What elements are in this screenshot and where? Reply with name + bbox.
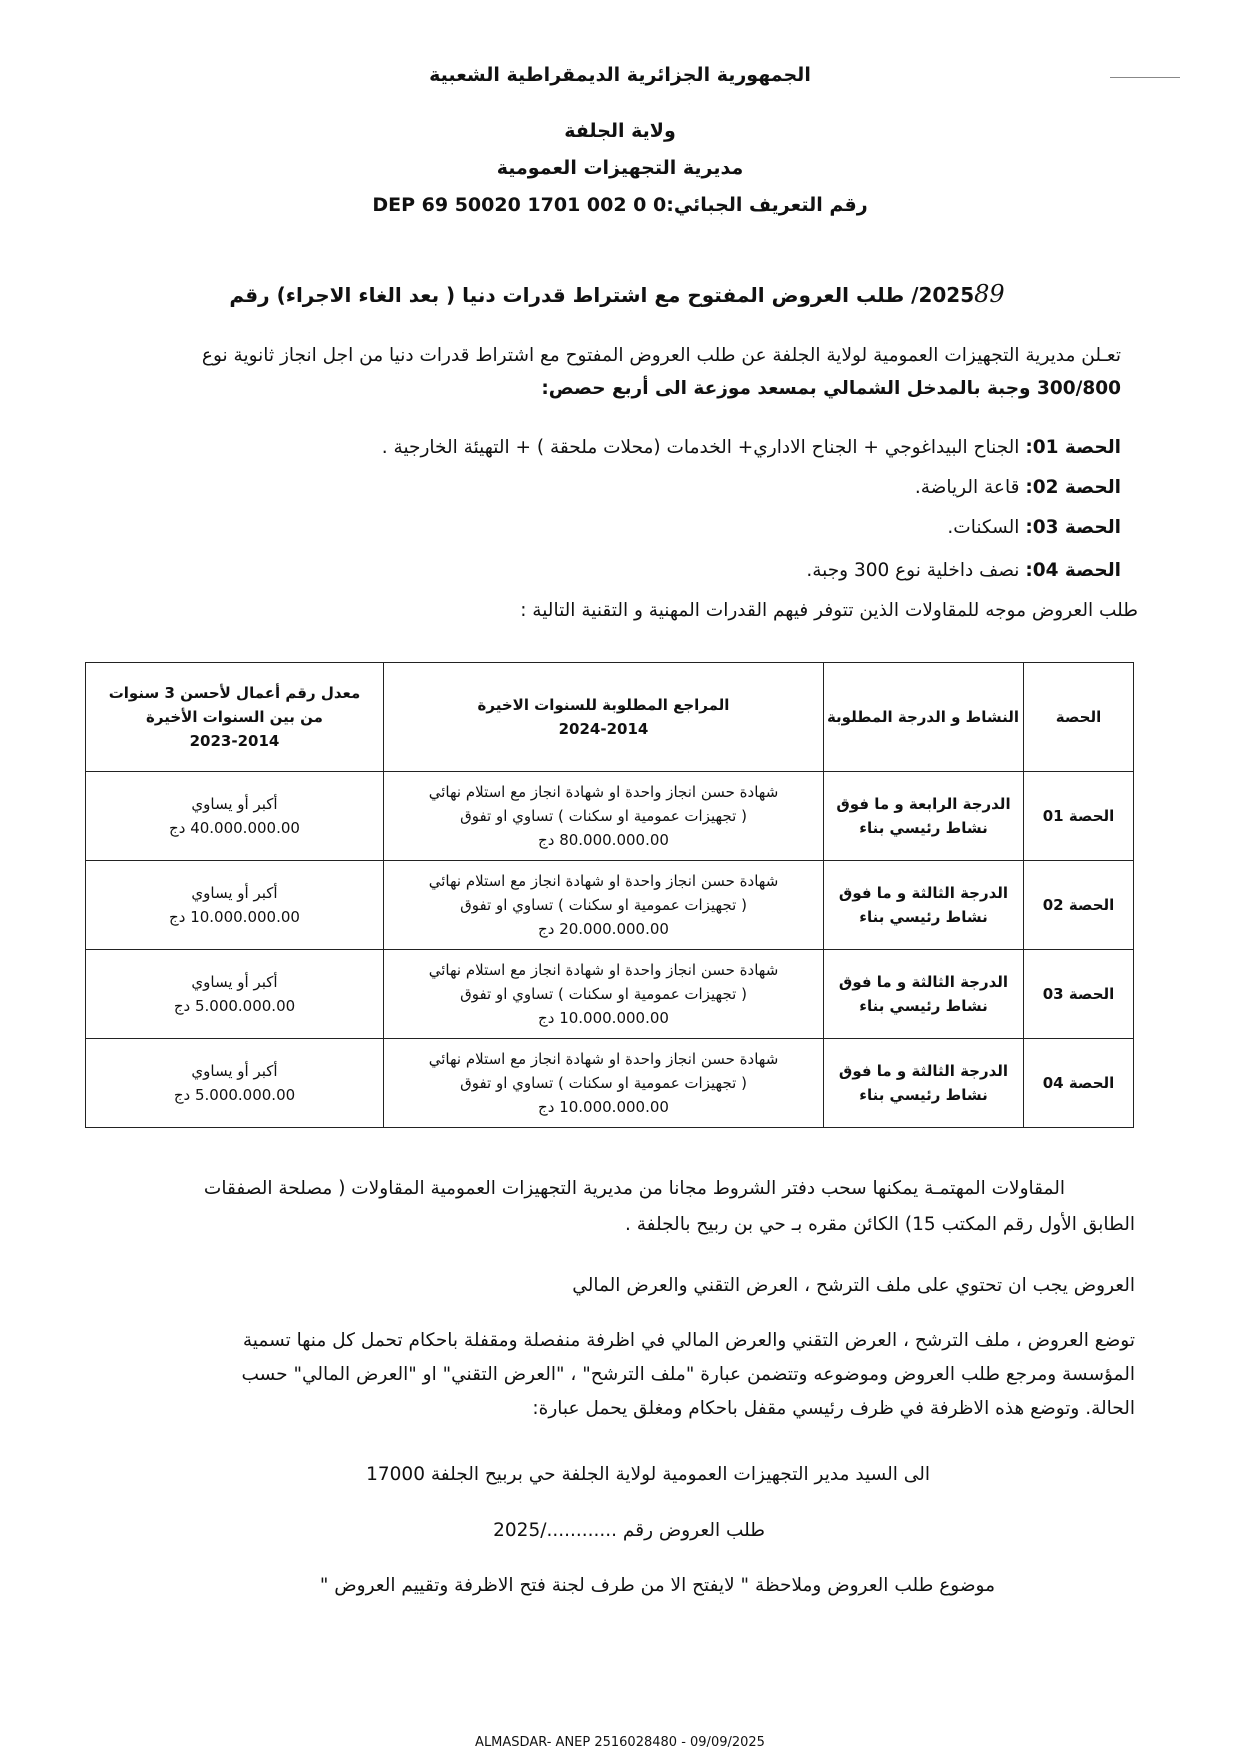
lot-3 xyxy=(947,517,1121,538)
tax-id: رقم التعريف الجبائي:DEP 69 50020 1701 002 0 0 xyxy=(372,194,868,216)
cell-lot: الحصة 03 xyxy=(1024,950,1134,1039)
table-row xyxy=(86,772,1134,861)
turnover-label: أكبر أو يساوي xyxy=(191,1062,278,1080)
header-references-line: المراجع المطلوبة للسنوات الاخيرة xyxy=(477,696,730,714)
turnover-amount: 10.000.000.00 دج xyxy=(169,908,300,926)
tender-title xyxy=(0,280,1240,308)
withdrawal-line-2: الطابق الأول رقم المكتب 15) الكائن مقره بـ حي بن ربيح بالجلفة . xyxy=(624,1214,1135,1235)
grade: الدرجة الثالثة و ما فوق xyxy=(838,1062,1009,1080)
ref-line: شهادة حسن انجاز واحدة او شهادة انجاز مع استلام نهائي xyxy=(428,1050,779,1068)
grade: الدرجة الثالثة و ما فوق xyxy=(838,973,1009,991)
turnover-amount: 5.000.000.00 دج xyxy=(173,1086,296,1104)
cell-lot: الحصة 02 xyxy=(1024,861,1134,950)
intro-line-1: تعـلن مديرية التجهيزات العمومية لولاية الجلفة عن طلب العروض المفتوح مع اشتراط قدرات دنيا من اجل انجاز ثانوية نوع xyxy=(201,345,1121,366)
grade: الدرجة الرابعة و ما فوق xyxy=(836,795,1011,813)
lot-text: السكنات. xyxy=(947,517,1020,538)
turnover-amount: 40.000.000.00 دج xyxy=(169,819,300,837)
activity: نشاط رئيسي بناء xyxy=(859,1086,988,1104)
grade: الدرجة الثالثة و ما فوق xyxy=(838,884,1009,902)
table-row xyxy=(86,950,1134,1039)
ref-line: ( تجهيزات عمومية او سكنات ) تساوي او تفوق xyxy=(460,1074,747,1092)
cell-references xyxy=(384,1039,824,1128)
lot-label: الحصة 04: xyxy=(1025,560,1121,581)
table-row xyxy=(86,1039,1134,1128)
cell-turnover xyxy=(86,950,384,1039)
cell-references xyxy=(384,772,824,861)
turnover-label: أكبر أو يساوي xyxy=(191,884,278,902)
cell-activity xyxy=(824,1039,1024,1128)
republic-heading: الجمهورية الجزائرية الديمقراطية الشعبية xyxy=(429,64,811,86)
directorate-heading: مديرية التجهيزات العمومية xyxy=(496,157,744,179)
lot-2 xyxy=(915,477,1121,498)
lot-text: نصف داخلية نوع 300 وجبة. xyxy=(806,560,1020,581)
header-lot: الحصة xyxy=(1024,663,1134,772)
ref-amount: 10.000.000.00 دج xyxy=(538,1009,669,1027)
ref-line: شهادة حسن انجاز واحدة او شهادة انجاز مع استلام نهائي xyxy=(428,872,779,890)
cell-turnover xyxy=(86,1039,384,1128)
lot-label: الحصة 02: xyxy=(1025,477,1121,498)
requirements-table xyxy=(85,662,1134,1128)
lot-label: الحصة 03: xyxy=(1025,517,1121,538)
header-turnover-line: معدل رقم أعمال لأحسن 3 سنوات xyxy=(108,684,361,702)
submission-line-2: المؤسسة ومرجع طلب العروض وموضوعه وتتضمن عبارة "ملف الترشح" ، "العرض التقني" او "العرض المالي" حسب xyxy=(241,1364,1135,1385)
footer-reference: ALMASDAR- ANEP 2516028480 - 09/09/2025 xyxy=(475,1735,765,1750)
contents-line: العروض يجب ان تحتوي على ملف الترشح ، العرض التقني والعرض المالي xyxy=(572,1275,1135,1296)
ref-line: شهادة حسن انجاز واحدة او شهادة انجاز مع استلام نهائي xyxy=(428,961,779,979)
envelope-address: الى السيد مدير التجهيزات العمومية لولاية الجلفة حي بربيح الجلفة 17000 xyxy=(366,1464,930,1485)
table-intro: طلب العروض موجه للمقاولات الذين تتوفر فيهم القدرات المهنية و التقنية التالية : xyxy=(520,600,1138,621)
envelope-note: موضوع طلب العروض وملاحظة " لايفتح الا من طرف لجنة فتح الاظرفة وتقييم العروض " xyxy=(319,1575,995,1596)
withdrawal-line-1: المقاولات المهتمـة يمكنها سحب دفتر الشروط مجانا من مديرية التجهيزات العمومية المقاولات ( مصلحة الصفقات xyxy=(203,1178,1065,1199)
cell-references xyxy=(384,861,824,950)
activity: نشاط رئيسي بناء xyxy=(859,819,988,837)
ref-line: ( تجهيزات عمومية او سكنات ) تساوي او تفوق xyxy=(460,985,747,1003)
ref-amount: 20.000.000.00 دج xyxy=(538,920,669,938)
submission-line-3: الحالة. وتوضع هذه الاظرفة في ظرف رئيسي مقفل باحكام ومغلق يحمل عبارة: xyxy=(532,1398,1135,1419)
lot-1 xyxy=(382,437,1121,458)
turnover-amount: 5.000.000.00 دج xyxy=(173,997,296,1015)
tender-year: /2025 xyxy=(911,283,975,307)
tender-title-text: طلب العروض المفتوح مع اشتراط قدرات دنيا ( بعد الغاء الاجراء) رقم xyxy=(229,283,905,307)
wilaya-heading: ولاية الجلفة xyxy=(564,120,676,142)
ref-line: ( تجهيزات عمومية او سكنات ) تساوي او تفوق xyxy=(460,807,747,825)
cell-activity xyxy=(824,950,1024,1039)
header-turnover-line: من بين السنوات الأخيرة xyxy=(146,708,323,726)
cell-lot: الحصة 04 xyxy=(1024,1039,1134,1128)
activity: نشاط رئيسي بناء xyxy=(859,908,988,926)
activity: نشاط رئيسي بناء xyxy=(859,997,988,1015)
cell-turnover xyxy=(86,772,384,861)
header-references xyxy=(384,663,824,772)
ref-amount: 80.000.000.00 دج xyxy=(538,831,669,849)
tender-number xyxy=(911,280,1005,308)
header-activity: النشاط و الدرجة المطلوبة xyxy=(824,663,1024,772)
handwritten-number: 89 xyxy=(974,280,1005,308)
intro-line-2: 300/800 وجبة بالمدخل الشمالي بمسعد موزعة الى أربع حصص: xyxy=(541,378,1121,399)
header-turnover xyxy=(86,663,384,772)
cell-activity xyxy=(824,772,1024,861)
cell-references xyxy=(384,950,824,1039)
lot-4 xyxy=(806,560,1121,581)
turnover-label: أكبر أو يساوي xyxy=(191,973,278,991)
lot-text: الجناح البيداغوجي + الجناح الاداري+ الخدمات (محلات ملحقة ) + التهيئة الخارجية . xyxy=(381,437,1020,458)
lot-text: قاعة الرياضة. xyxy=(914,477,1020,498)
submission-line-1: توضع العروض ، ملف الترشح ، العرض التقني والعرض المالي في اظرفة منفصلة ومقفلة باحكام تحمل كل منها تسمية xyxy=(242,1330,1135,1351)
table-row xyxy=(86,861,1134,950)
header-turnover-years: 2023-2014 xyxy=(189,732,280,750)
table-header-row xyxy=(86,663,1134,772)
lot-label: الحصة 01: xyxy=(1025,437,1121,458)
ref-amount: 10.000.000.00 دج xyxy=(538,1098,669,1116)
turnover-label: أكبر أو يساوي xyxy=(191,795,278,813)
header-references-years: 2024-2014 xyxy=(558,720,649,738)
cell-activity xyxy=(824,861,1024,950)
ref-line: شهادة حسن انجاز واحدة او شهادة انجاز مع استلام نهائي xyxy=(428,783,779,801)
cell-turnover xyxy=(86,861,384,950)
envelope-tender-ref: طلب العروض رقم ............/2025 xyxy=(493,1520,765,1541)
scan-mark xyxy=(1110,77,1180,78)
ref-line: ( تجهيزات عمومية او سكنات ) تساوي او تفوق xyxy=(460,896,747,914)
cell-lot: الحصة 01 xyxy=(1024,772,1134,861)
